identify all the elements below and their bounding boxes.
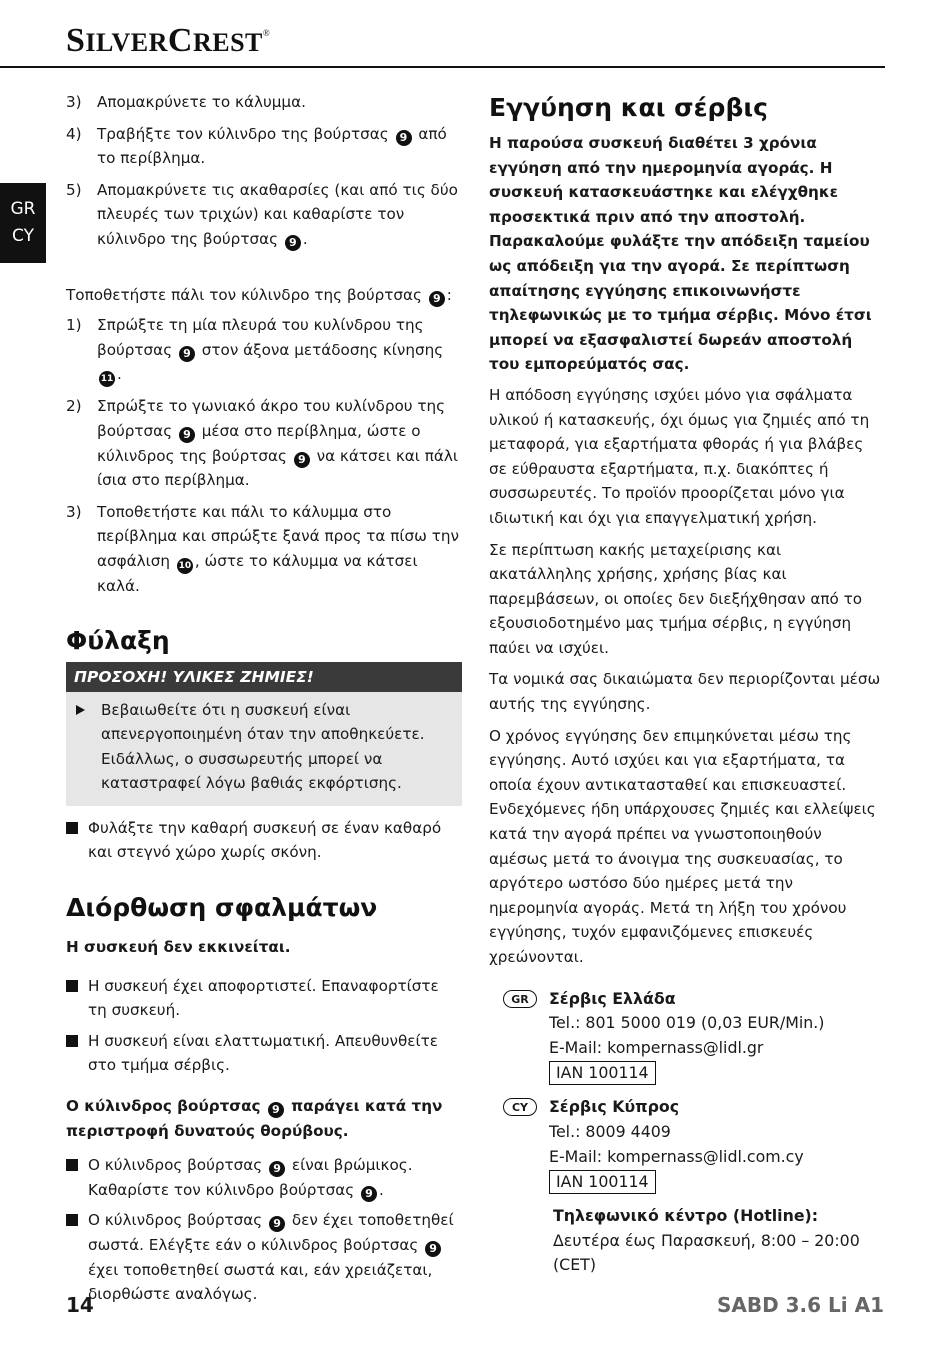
part-number-icon: 11 (99, 371, 115, 387)
storage-bullet: Φυλάξτε την καθαρή συσκευή σε έναν καθαρό και στεγνό χώρο χωρίς σκόνη. (66, 816, 462, 865)
bullet-text (88, 1208, 462, 1306)
text-run: είναι βρώμικος. Καθαρίστε τον κύλινδρο βούρτσας (88, 1156, 413, 1199)
brand-logo: SILVERCREST® (66, 22, 271, 59)
warning-text: Βεβαιωθείτε ότι η συσκευή είναι απενεργοποιημένη όταν την αποθηκεύετε. Ειδάλλως, ο συσσωρευτής μπορεί να καταστραφεί λόγω βαθιάς εκφόρτισης. (101, 700, 425, 793)
ian-box: IAN 100114 (549, 1061, 656, 1085)
text-run: . (117, 365, 122, 384)
country-badge: CY (503, 1098, 537, 1116)
page-number: 14 (66, 1293, 94, 1317)
part-number-icon: 9 (361, 1186, 377, 1202)
part-number-icon: 9 (429, 291, 445, 307)
bullet-text (88, 974, 462, 1023)
bullet-square-icon (66, 980, 78, 992)
text-run: Απομακρύνετε το κάλυμμα. (97, 93, 306, 111)
warranty-paragraph: Η απόδοση εγγύησης ισχύει μόνο για σφάλματα υλικού ή κατασκευής, όχι όμως για ζημιές από τη μεταφορά, για εξαρτήματα φθοράς ή για βλάβες σε εύθραυστα εξαρτήματα, π.χ. διακόπτες ή συσσωρευτές. Το προϊόν προορίζεται μόνο για ιδιωτική και όχι για επαγγελματική χρήση. (489, 385, 870, 527)
reinstall-steps (66, 313, 462, 598)
cleaning-steps (66, 90, 462, 252)
warranty-paragraph: Τα νομικά σας δικαιώματα δεν περιορίζονται μέσω αυτής της εγγύησης. (489, 670, 881, 714)
problem-1-causes (66, 974, 462, 1078)
text-run: Τραβήξτε τον κύλινδρο της βούρτσας (97, 124, 394, 143)
text-run: Τοποθετήστε και πάλι το κάλυμμα στο περίβλημα και σπρώξτε ξανά προς τα πίσω την ασφάλιση (97, 502, 459, 570)
service-name: Σέρβις Κύπρος (549, 1097, 680, 1117)
text-run: . (378, 1180, 384, 1199)
step-item (66, 122, 462, 171)
step-number: 3) (66, 502, 82, 521)
step-item (66, 313, 462, 387)
step-text (97, 178, 462, 252)
text-run: Ο κύλινδρος βούρτσας (88, 1211, 268, 1230)
service-name: Σέρβις Ελλάδα (549, 988, 676, 1008)
troubleshoot-heading: Διόρθωση σφαλμάτων (66, 893, 378, 923)
part-number-icon: 9 (425, 1241, 441, 1257)
service-cy (489, 1095, 885, 1194)
language-tab: GR CY (0, 183, 46, 263)
text-run: να κάτσει και πάλι ίσια στο περίβλημα. (97, 446, 459, 490)
text-run: παράγει κατά την περιστροφή δυνατούς θορύβους. (66, 1097, 443, 1140)
left-column (66, 90, 462, 1313)
warranty-paragraphs (489, 383, 885, 970)
warranty-paragraph: Ο χρόνος εγγύησης δεν επιμηκύνεται μέσω της εγγύησης. Αυτό ισχύει και για εξαρτήματα, τα οποία έχουν αντικατασταθεί και επισκευαστεί. Ενδεχόμενες ήδη υπάρχουσες ζημιές και ελλείψεις κατά την αγορά πρέπει να γνωστοποιηθούν αμέσως μετά το άνοιγμα της συσκευασίας, το αργότερο ωστόσο δύο ημέρες μετά την ημερομηνία αγοράς. Μετά τη λήξη του χρόνου εγγύησης, τυχόν εμφανιζόμενες επισκευές χρεώνονται. (489, 726, 876, 966)
step-text (97, 394, 462, 492)
text-run: Η συσκευή έχει αποφορτιστεί. Επαναφορτίστε τη συσκευή. (88, 976, 439, 1020)
text-run: Σπρώξτε τη μία πλευρά του κυλίνδρου της βούρτσας (97, 316, 424, 359)
text-run: στον άξονα μετάδοσης κίνησης (196, 340, 444, 359)
text-run: Ο κύλινδρος βούρτσας (66, 1097, 266, 1116)
service-gr (489, 987, 885, 1086)
text-run: έχει τοποθετηθεί σωστά και, εάν χρειάζεται, διορθώστε αναλόγως. (88, 1260, 433, 1304)
warranty-heading: Εγγύηση και σέρβις (489, 93, 768, 122)
ian-box: IAN 100114 (549, 1170, 656, 1194)
problem-2 (66, 1094, 462, 1143)
reinstall-intro (66, 283, 462, 308)
text-run: δεν έχει τοποθετηθεί σωστά. Ελέγξτε εάν ο κύλινδρος βούρτσας (88, 1211, 454, 1254)
text-run: . (302, 229, 308, 248)
bullet-item (66, 1153, 462, 1202)
storage-heading: Φύλαξη (66, 625, 170, 655)
step-text (97, 90, 462, 115)
bullet-square-icon (66, 1035, 78, 1047)
country-badge: GR (503, 990, 537, 1008)
warning-title: ΠΡΟΣΟΧΗ! ΥΛΙΚΕΣ ΖΗΜΙΕΣ! (66, 662, 462, 692)
step-number: 4) (66, 124, 82, 143)
part-number-icon: 9 (396, 130, 412, 146)
service-tel: Tel.: 8009 4409 (549, 1121, 671, 1141)
step-text (97, 313, 462, 387)
text-run: Σπρώξτε το γωνιακό άκρο του κυλίνδρου της βούρτσας (97, 397, 446, 440)
step-text (97, 122, 462, 171)
header-rule (0, 66, 885, 68)
text-run: Απομακρύνετε τις ακαθαρσίες (και από τις δύο πλευρές των τριχών) και καθαρίστε τον κύλινδρο της βούρτσας (97, 180, 458, 248)
warning-box (66, 692, 462, 806)
step-number: 3) (66, 93, 82, 111)
text-run: : (446, 285, 452, 304)
part-number-icon: 9 (179, 427, 195, 443)
step-item (66, 500, 462, 599)
text-run: Ο κύλινδρος βούρτσας (88, 1156, 268, 1175)
hotline: Τηλεφωνικό κέντρο (Hotline): Δευτέρα έως Παρασκευή, 8:00 – 20:00 (CET) (553, 1206, 860, 1275)
part-number-icon: 10 (177, 558, 193, 574)
bullet-square-icon (66, 1214, 78, 1226)
part-number-icon: 9 (179, 346, 195, 362)
service-email[interactable]: E-Mail: kompernass@lidl.gr (549, 1037, 764, 1057)
warranty-intro: Η παρούσα συσκευή διαθέτει 3 χρόνια εγγύηση από την ημερομηνία αγοράς. Η συσκευή κατασκευάστηκε και ελέγχθηκε προσεκτικά πριν από την αποστολή. Παρακαλούμε φυλάξτε την απόδειξη ταμείου ως απόδειξη για την αγορά. Σε περίπτωση απαίτησης εγγύησης επικοινωνήστε τηλεφωνικώς με το τμήμα σέρβις. Μόνο έτσι μπορεί να εξασφαλιστεί δωρεάν αποστολή του εμπορεύματός σας. (489, 134, 872, 374)
bullet-item (66, 1029, 462, 1078)
text-run: από το περίβλημα. (97, 124, 447, 168)
service-tel: Tel.: 801 5000 019 (0,03 EUR/Min.) (549, 1013, 825, 1033)
service-contacts (489, 987, 885, 1195)
problem-2-causes (66, 1153, 462, 1307)
step-item (66, 394, 462, 492)
bullet-text (88, 1029, 462, 1078)
warranty-paragraph: Σε περίπτωση κακής μεταχείρισης και ακατάλληλης χρήσης, χρήσης βίας και παρεμβάσεων, οι οποίες δεν διεξήχθησαν από το εξουσιοδοτημένο μας τμήμα σέρβις, η εγγύηση παύει να ισχύει. (489, 540, 863, 657)
text-run: Τοποθετήστε πάλι τον κύλινδρο της βούρτσας (66, 285, 427, 304)
bullet-item (66, 1208, 462, 1306)
step-item (66, 90, 462, 115)
step-item (66, 178, 462, 252)
bullet-item (66, 974, 462, 1023)
step-number: 5) (66, 180, 82, 199)
part-number-icon: 9 (294, 452, 310, 468)
text-run: , ώστε το κάλυμμα να κάτσει καλά. (97, 551, 418, 595)
service-email[interactable]: E-Mail: kompernass@lidl.com.cy (549, 1146, 804, 1166)
step-text (97, 500, 462, 599)
model-name: SABD 3.6 Li A1 (716, 1293, 884, 1317)
bullet-square-icon (66, 1159, 78, 1171)
arrow-icon (76, 705, 85, 715)
step-number: 2) (66, 397, 82, 416)
part-number-icon: 9 (268, 1102, 284, 1118)
step-number: 1) (66, 316, 82, 335)
bullet-text (88, 1153, 462, 1202)
problem-1: Η συσκευή δεν εκκινείται. (66, 938, 291, 957)
text-run: Η συσκευή είναι ελαττωματική. Απευθυνθείτε στο τμήμα σέρβις. (88, 1031, 438, 1075)
text-run: μέσα στο περίβλημα, ώστε ο κύλινδρος της βούρτσας (97, 421, 421, 465)
right-column (489, 93, 885, 1278)
bullet-square-icon (66, 822, 78, 834)
part-number-icon: 9 (285, 235, 301, 251)
part-number-icon: 9 (269, 1161, 285, 1177)
part-number-icon: 9 (269, 1216, 285, 1232)
